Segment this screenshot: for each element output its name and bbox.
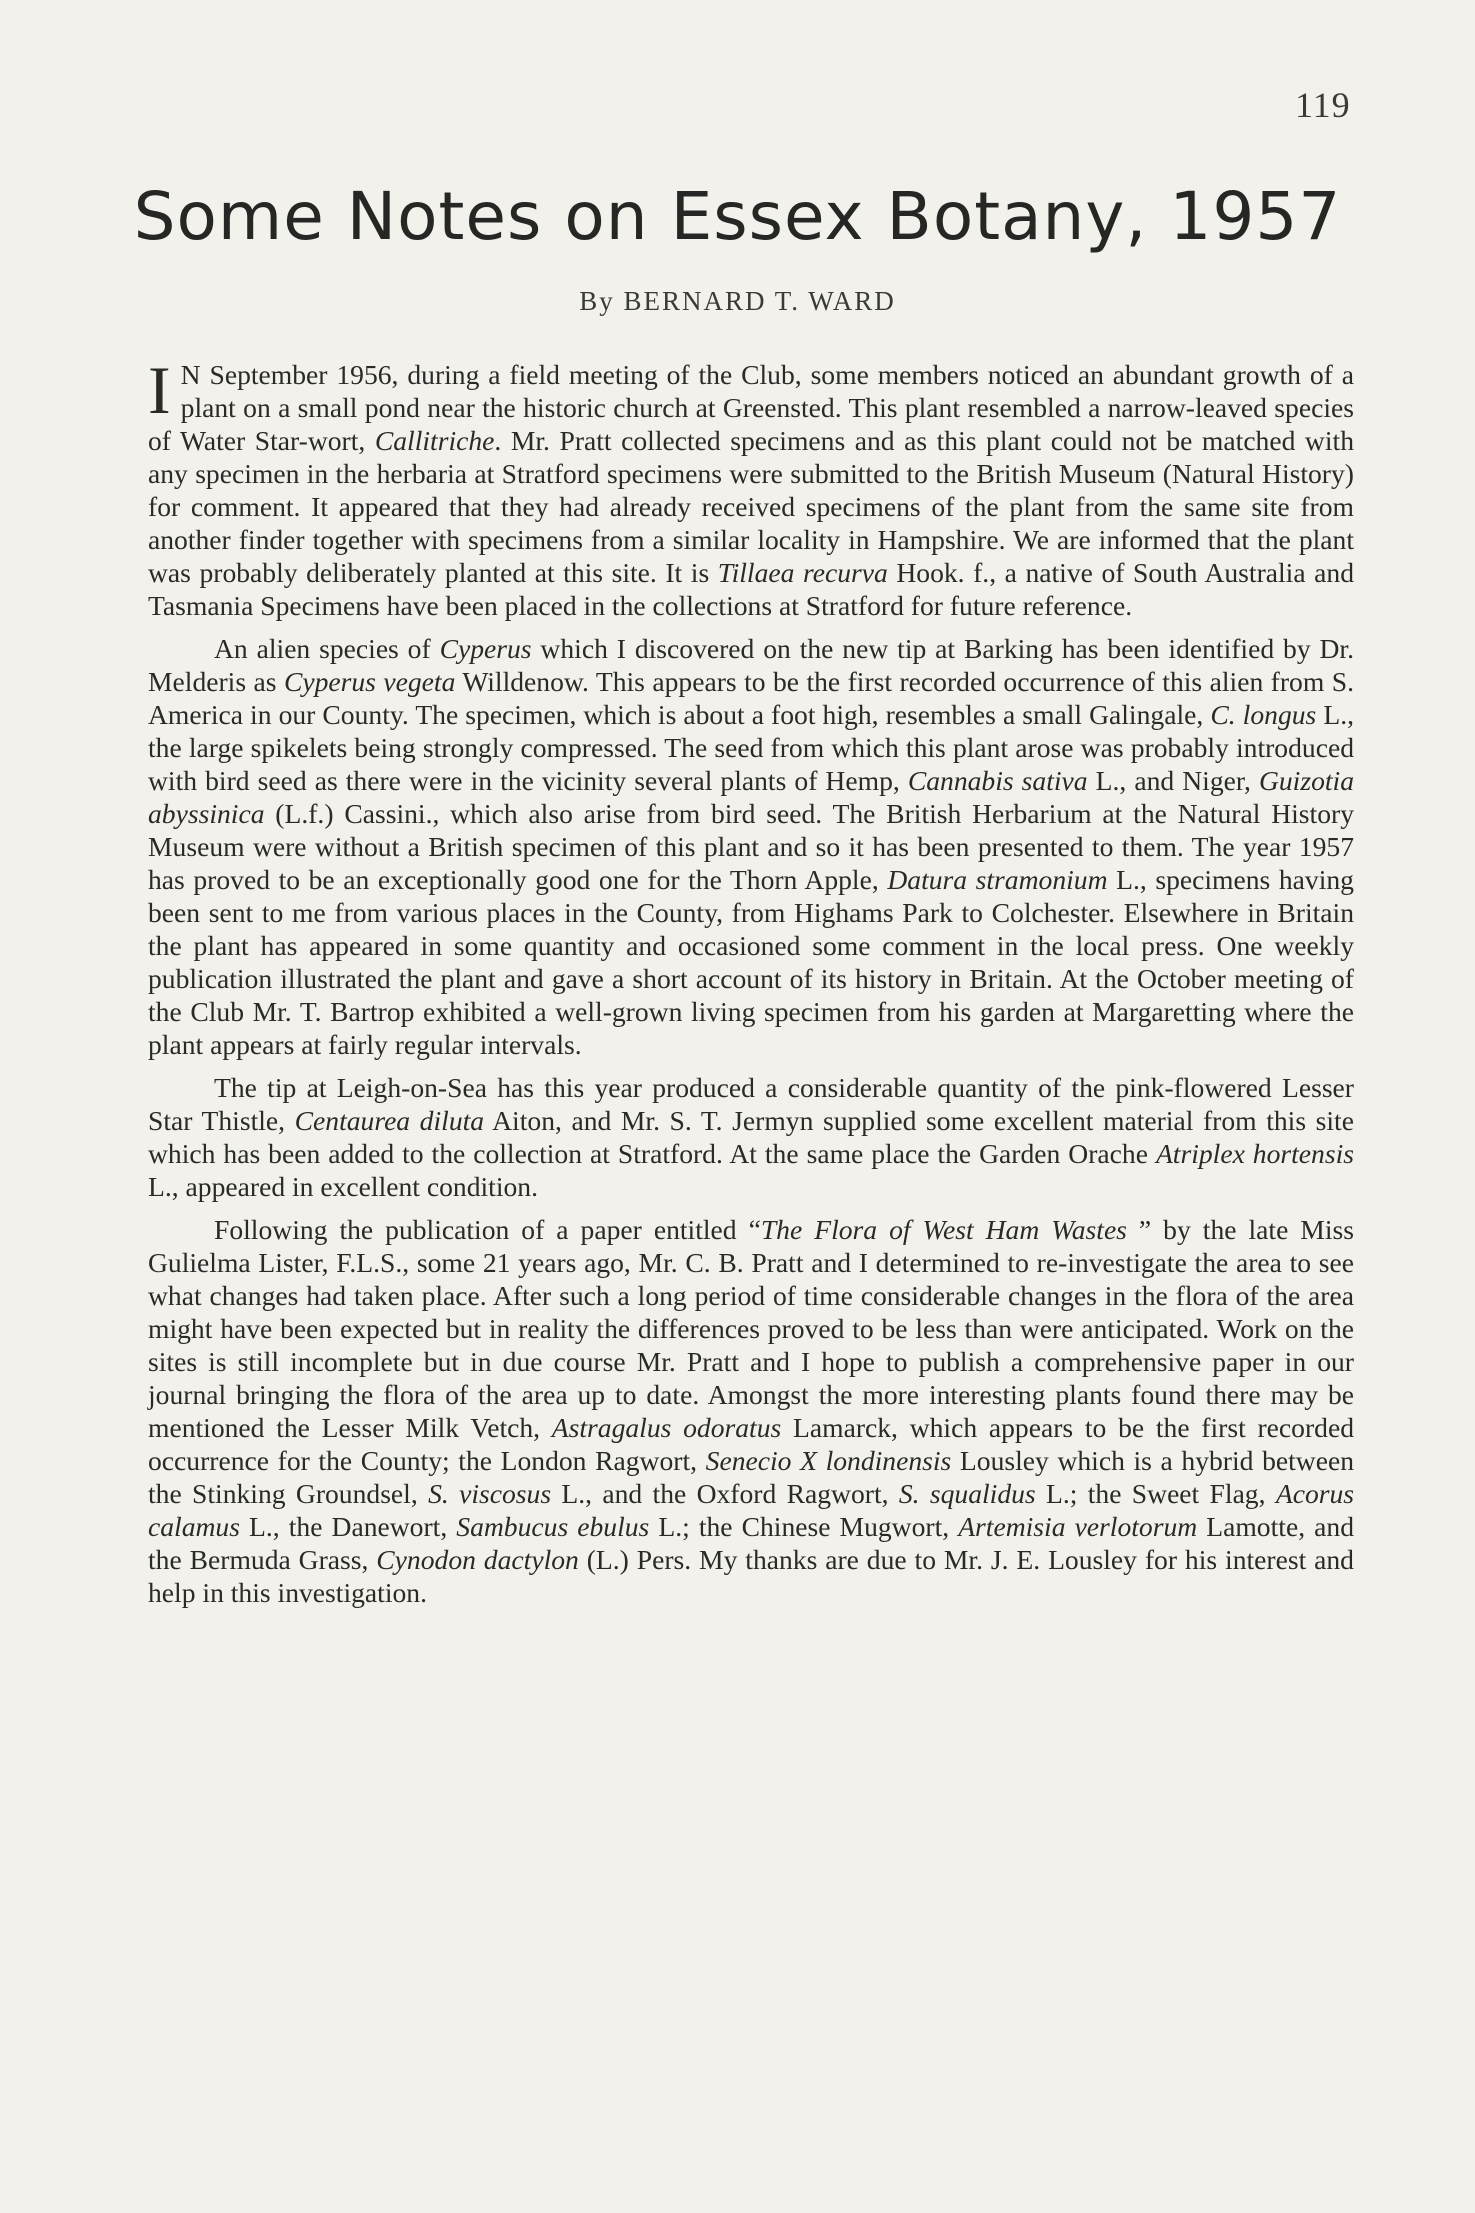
text-segment: L., the large spikelets being strongly compressed. The seed from which this plant arose was probably introduced with bird seed as there were in the vicinity several plants of Hemp, <box>148 699 1354 796</box>
text-segment: L., appeared in excellent condition. <box>148 1171 538 1202</box>
text-segment: Willdenow. This appears to be the first recorded occurrence of this alien from S. America in our County. The specimen, which is about a foot high, resembles a small Galingale, <box>148 666 1354 730</box>
text-segment: L., the Danewort, <box>239 1511 457 1542</box>
article-title: Some Notes on Essex Botany, 1957 <box>133 178 1342 255</box>
text-segment: September 1956, during a field meeting of the Club, some members noticed an abundant growth of a plant on a small pond near the historic church at Greensted. This plant resembled a narrow-leaved species of Water Star-wort, <box>148 359 1354 456</box>
paragraph <box>148 632 1354 1061</box>
drop-cap: I <box>148 352 171 428</box>
species-name: Astragalus odoratus <box>551 1412 782 1443</box>
text-segment: Lousley which is a hybrid between the Stinking Groundsel, <box>148 1445 1354 1509</box>
text-segment: N <box>180 359 201 390</box>
text-segment: ” by the late Miss Gulielma Lister, F.L.S., some 21 years ago, Mr. C. B. Pratt and I determined to re-investigate the area to see what changes had taken place. After such a long period of time considerable changes in the flora of the area might have been expected but in reality the differences proved to be less than were anticipated. Work on the sites is still incomplete but in due course Mr. Pratt and I hope to publish a comprehensive paper in our journal bringing the flora of the area up to date. Amongst the more interesting plants found there may be mentioned the Lesser Milk Vetch, <box>148 1214 1354 1443</box>
species-name: Cyperus vegeta <box>283 666 456 697</box>
text-segment: L., specimens having been sent to me from various places in the County, from Highams Park to Colchester. Elsewhere in Britain the plant has appeared in some quantity and occasioned some comment in the local press. One weekly publication illustrated the plant and gave a short account of its history in Britain. At the October meeting of the Club Mr. T. Bartrop exhibited a well-grown living specimen from his garden at Margaretting where the plant appears at fairly regular intervals. <box>148 864 1354 1060</box>
species-name: Sambucus ebulus <box>456 1511 650 1542</box>
text-segment: Lamarck, which appears to be the first recorded occurrence for the County; the London Ragwort, <box>148 1412 1354 1476</box>
text-segment: L., and the Oxford Ragwort, <box>551 1478 899 1509</box>
species-name: The Flora of West Ham Wastes <box>760 1214 1127 1245</box>
text-segment: Hook. f., a native of South Australia and Tasmania Specimens have been placed in the collections at Stratford for future reference. <box>148 557 1354 621</box>
text-segment: L., and Niger, <box>1087 765 1259 796</box>
text-segment: which I discovered on the new tip at Barking has been identified by Dr. Melderis as <box>148 633 1354 697</box>
page-number: 119 <box>1295 85 1351 125</box>
species-name: Acorus calamus <box>148 1478 1355 1542</box>
paragraph <box>148 1213 1354 1609</box>
article-body <box>148 352 1355 1619</box>
species-name: S. squalidus <box>898 1478 1036 1509</box>
species-name: Atriplex hortensis <box>1155 1138 1354 1169</box>
text-segment: Aiton, and Mr. S. T. Jermyn supplied some excellent material from this site which has been added to the collection at Stratford. At the same place the Garden Orache <box>148 1105 1354 1169</box>
text-segment: The tip at Leigh-on-Sea has this year produced a considerable quantity of the pink-flowered Lesser Star Thistle, <box>148 1072 1354 1136</box>
text-segment: Following the publication of a paper entitled “ <box>214 1214 761 1245</box>
text-segment: Lamotte, and the Bermuda Grass, <box>148 1511 1354 1575</box>
species-name: S. viscosus <box>428 1478 552 1509</box>
text-segment: L.; the Chinese Mugwort, <box>649 1511 959 1542</box>
species-name: Centaurea diluta <box>294 1105 485 1136</box>
species-name: Cynodon dactylon <box>376 1544 579 1575</box>
species-name: C. longus <box>1210 699 1317 730</box>
article-byline: By BERNARD T. WARD <box>579 286 896 316</box>
species-name: Datura stramonium <box>887 864 1108 895</box>
species-name: Tillaea recurva <box>717 557 888 588</box>
paragraph <box>148 352 1354 622</box>
text-segment: (L.) Pers. My thanks are due to Mr. J. E. Lousley for his interest and help in this investigation. <box>148 1544 1354 1608</box>
text-segment: (L.f.) Cassini., which also arise from bird seed. The British Herbarium at the Natural History Museum were without a British specimen of this plant and so it has been presented to them. The year 1957 has proved to be an exceptionally good one for the Thorn Apple, <box>148 798 1354 895</box>
species-name: Cannabis sativa <box>907 765 1088 796</box>
paragraph <box>148 1071 1354 1203</box>
text-segment: An alien species of <box>214 633 440 664</box>
text-segment: . Mr. Pratt collected specimens and as this plant could not be matched with any specimen in the herbaria at Stratford specimens were submitted to the British Museum (Natural History) for comment. It appeared that they had already received specimens of the plant from the same site from another finder together with specimens from a similar locality in Hampshire. We are informed that the plant was probably deliberately planted at this site. It is <box>148 425 1354 588</box>
species-name: Cyperus <box>439 633 532 664</box>
species-name: Senecio X londinensis <box>705 1445 952 1476</box>
species-name: Callitriche <box>374 425 495 456</box>
species-name: Guizotia abyssinica <box>148 765 1354 829</box>
text-segment: L.; the Sweet Flag, <box>1035 1478 1276 1509</box>
species-name: Artemisia verlotorum <box>958 1511 1198 1542</box>
